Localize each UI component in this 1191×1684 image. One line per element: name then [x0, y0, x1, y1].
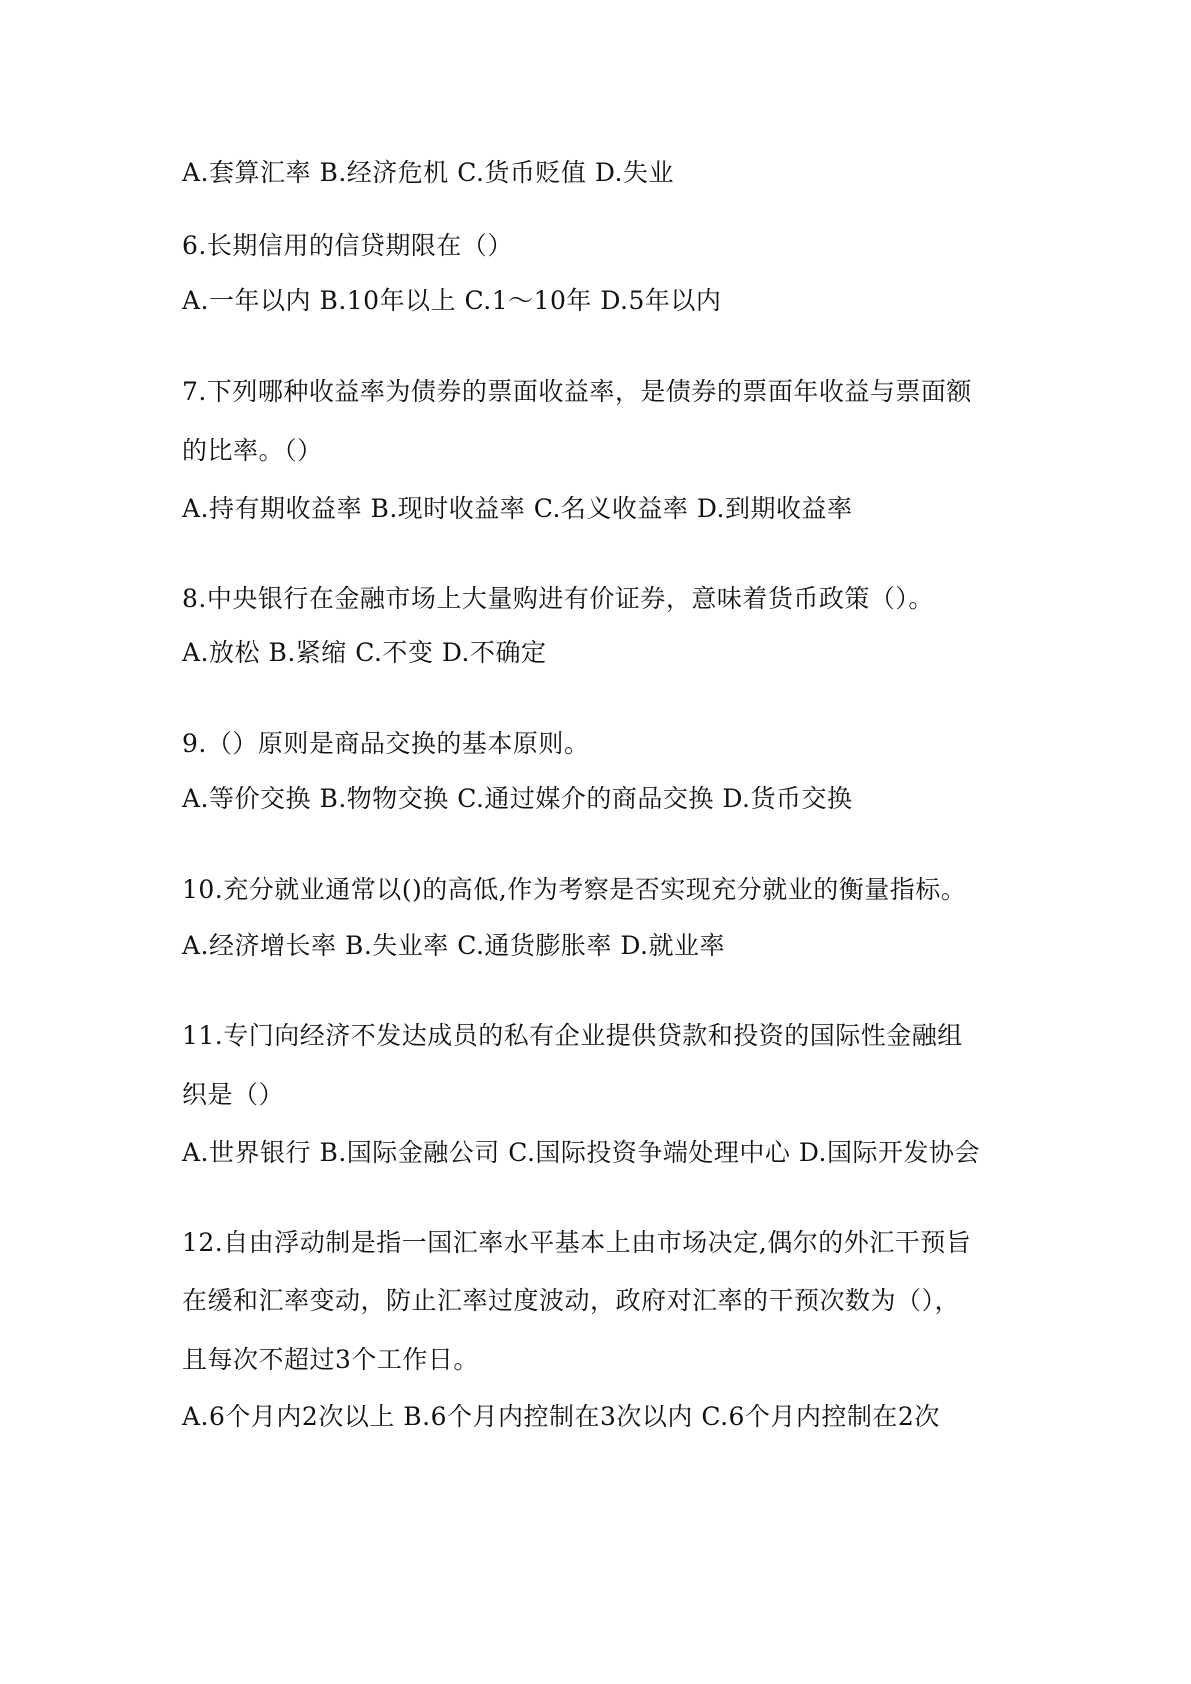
q10-question: 10.充分就业通常以()的高低,作为考察是否实现充分就业的衡量指标。 [182, 875, 967, 904]
q8-question: 8.中央银行在金融市场上大量购进有价证券，意味着货币政策（）。 [182, 584, 934, 613]
q10-options: A.经济增长率 B.失业率 C.通货膨胀率 D.就业率 [182, 931, 725, 960]
q12-question-line2: 在缓和汇率变动，防止汇率过度波动，政府对汇率的干预次数为（）， [182, 1286, 961, 1315]
q7-question-line1: 7.下列哪种收益率为债券的票面收益率，是债券的票面年收益与票面额 [182, 377, 972, 406]
q7-options: A.持有期收益率 B.现时收益率 C.名义收益率 D.到期收益率 [182, 494, 853, 523]
q7-question-line2: 的比率。（） [182, 436, 323, 465]
q11-question-line1: 11.专门向经济不发达成员的私有企业提供贷款和投资的国际性金融组 [182, 1021, 963, 1050]
q6-question: 6.长期信用的信贷期限在（） [182, 231, 513, 260]
q5-options: A.套算汇率 B.经济危机 C.货币贬值 D.失业 [182, 158, 674, 187]
q11-question-line2: 织是（） [182, 1080, 285, 1109]
q12-question-line1: 12.自由浮动制是指一国汇率水平基本上由市场决定,偶尔的外汇干预旨 [182, 1228, 972, 1257]
q12-options: A.6个月内2次以上 B.6个月内控制在3次以内 C.6个月内控制在2次 [182, 1402, 940, 1431]
q9-options: A.等价交换 B.物物交换 C.通过媒介的商品交换 D.货币交换 [182, 784, 853, 813]
q8-options: A.放松 B.紧缩 C.不变 D.不确定 [182, 638, 547, 667]
q11-options: A.世界银行 B.国际金融公司 C.国际投资争端处理中心 D.国际开发协会 [182, 1138, 980, 1167]
q12-question-line3: 且每次不超过3个工作日。 [182, 1345, 479, 1374]
q6-options: A.一年以内 B.10年以上 C.1～10年 D.5年以内 [182, 286, 722, 315]
q9-question: 9.（）原则是商品交换的基本原则。 [182, 729, 590, 758]
